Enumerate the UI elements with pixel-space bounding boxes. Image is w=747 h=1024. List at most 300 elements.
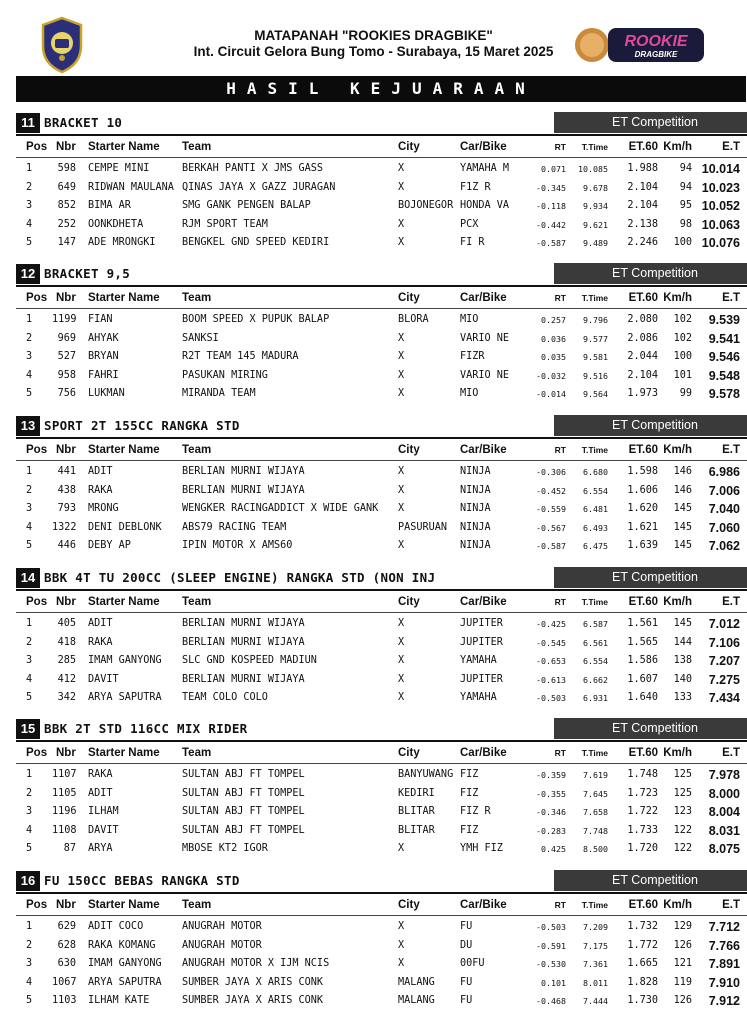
cell-et60: 1.621 — [627, 521, 658, 533]
cell-car: FU — [460, 995, 473, 1007]
column-header-kmh: Km/h — [663, 141, 692, 153]
et-competition-badge: ET Competition — [554, 567, 747, 588]
cell-kmh: 94 — [679, 163, 692, 174]
cell-et: 7.062 — [708, 539, 740, 554]
cell-city: KEDIRI — [398, 787, 435, 799]
race-class-section — [16, 415, 742, 567]
cell-nbr: 252 — [57, 218, 76, 230]
column-header-city: City — [398, 444, 420, 456]
table-row — [16, 671, 747, 689]
cell-et60: 1.730 — [627, 995, 658, 1007]
cell-et: 7.012 — [708, 617, 740, 631]
cell-et: 7.891 — [708, 957, 740, 972]
column-header-nbr: Nbr — [56, 444, 76, 456]
cell-name: ARYA SAPUTRA — [88, 692, 162, 704]
cell-et60: 1.772 — [627, 939, 658, 951]
column-header-tt: T.Time — [581, 142, 608, 152]
cell-et60: 1.973 — [627, 388, 658, 400]
column-header-city: City — [398, 899, 420, 911]
column-header-tt: T.Time — [581, 445, 608, 455]
cell-pos: 4 — [26, 976, 33, 988]
table-row — [16, 160, 747, 178]
cell-et60: 1.607 — [627, 673, 658, 685]
column-header-rt: RT — [554, 445, 566, 455]
cell-tt: 9.621 — [583, 219, 608, 230]
header-divider — [16, 763, 747, 764]
cell-rt: 0.425 — [541, 844, 566, 855]
cell-car: FIZ — [460, 769, 479, 780]
column-header-team: Team — [182, 141, 212, 153]
cell-kmh: 122 — [673, 843, 692, 855]
cell-car: FIZ — [460, 787, 479, 799]
column-header-car: Car/Bike — [460, 141, 507, 153]
cell-nbr: 147 — [57, 237, 76, 249]
cell-city: X — [398, 466, 405, 477]
cell-team: IPIN MOTOR X AMS60 — [182, 540, 293, 552]
column-header-pos: Pos — [26, 292, 48, 304]
cell-nbr: 630 — [57, 958, 76, 970]
column-header-team: Team — [182, 596, 212, 608]
cell-team: BERLIAN MURNI WIJAYA — [182, 636, 305, 648]
cell-nbr: 1105 — [52, 787, 77, 799]
cell-kmh: 125 — [673, 787, 692, 799]
table-row — [16, 634, 747, 652]
cell-kmh: 133 — [673, 692, 692, 704]
cell-tt: 6.554 — [583, 656, 608, 667]
cell-et: 8.004 — [708, 805, 740, 820]
table-row — [16, 216, 747, 234]
cell-rt: -0.503 — [536, 693, 566, 704]
cell-et60: 2.044 — [627, 351, 658, 363]
et-competition-badge: ET Competition — [554, 112, 747, 133]
cell-pos: 5 — [26, 692, 33, 704]
column-header-nbr: Nbr — [56, 747, 76, 759]
column-header-team: Team — [182, 899, 212, 911]
cell-tt: 8.011 — [583, 977, 608, 988]
cell-car: VARIO NE — [460, 369, 510, 381]
cell-et60: 2.104 — [627, 200, 658, 212]
cell-car: YAMAHA — [460, 692, 497, 704]
cell-city: X — [398, 332, 405, 344]
cell-city: X — [398, 388, 405, 400]
cell-kmh: 145 — [673, 540, 692, 552]
cell-nbr: 628 — [57, 939, 76, 951]
column-header-tt: T.Time — [581, 748, 608, 758]
table-header — [16, 744, 747, 762]
cell-et: 7.207 — [708, 654, 740, 669]
column-header-et: E.T — [722, 444, 740, 456]
cell-name: RIDWAN MAULANA — [88, 181, 174, 193]
column-header-name: Starter Name — [88, 444, 160, 456]
cell-city: X — [398, 540, 405, 552]
cell-tt: 6.931 — [583, 693, 608, 704]
column-header-rt: RT — [554, 293, 566, 303]
cell-pos: 3 — [26, 503, 33, 515]
cell-name: CEMPE MINI — [88, 163, 150, 174]
cell-team: BERLIAN MURNI WIJAYA — [182, 673, 305, 685]
cell-nbr: 87 — [63, 843, 76, 855]
table-header — [16, 289, 747, 307]
cell-pos: 4 — [26, 673, 33, 685]
cell-name: DENI DEBLONK — [88, 521, 162, 533]
cell-et: 7.910 — [708, 975, 740, 990]
section-divider — [16, 285, 747, 287]
cell-rt: -0.306 — [536, 467, 566, 477]
class-number: 11 — [16, 113, 40, 133]
column-header-rt: RT — [554, 748, 566, 758]
cell-et60: 1.723 — [627, 787, 658, 799]
table-row — [16, 385, 747, 403]
cell-et60: 2.138 — [627, 218, 658, 230]
cell-pos: 3 — [26, 655, 33, 667]
cell-name: DEBY AP — [88, 540, 131, 552]
cell-kmh: 145 — [673, 521, 692, 533]
cell-nbr: 1196 — [52, 806, 77, 818]
cell-nbr: 418 — [57, 636, 76, 648]
column-header-name: Starter Name — [88, 899, 160, 911]
cell-pos: 1 — [26, 769, 33, 780]
cell-city: X — [398, 503, 405, 515]
cell-name: ADIT COCO — [88, 921, 144, 932]
cell-et: 7.978 — [708, 768, 740, 782]
cell-et: 7.766 — [708, 938, 740, 953]
table-row — [16, 785, 747, 803]
table-row — [16, 537, 747, 555]
cell-nbr: 1067 — [52, 976, 77, 988]
column-header-team: Team — [182, 292, 212, 304]
cell-team: R2T TEAM 145 MADURA — [182, 351, 299, 363]
cell-kmh: 95 — [679, 200, 692, 212]
class-title: BBK 4T TU 200CC (SLEEP ENGINE) RANGKA STD (NON INJ — [44, 570, 436, 585]
cell-city: MALANG — [398, 976, 435, 988]
cell-rt: -0.346 — [536, 807, 566, 818]
cell-name: ARYA SAPUTRA — [88, 976, 162, 988]
cell-et: 8.000 — [708, 786, 740, 801]
column-header-nbr: Nbr — [56, 141, 76, 153]
cell-pos: 2 — [26, 181, 33, 193]
cell-kmh: 123 — [673, 806, 692, 818]
cell-nbr: 342 — [57, 692, 76, 704]
table-row — [16, 500, 747, 518]
cell-tt: 7.619 — [583, 770, 608, 780]
cell-tt: 7.444 — [583, 996, 608, 1007]
cell-kmh: 146 — [673, 484, 692, 496]
cell-et: 7.712 — [708, 920, 740, 934]
cell-kmh: 138 — [673, 655, 692, 667]
header-divider — [16, 308, 747, 309]
cell-name: BRYAN — [88, 351, 119, 363]
cell-tt: 6.475 — [583, 541, 608, 552]
cell-kmh: 98 — [679, 218, 692, 230]
cell-pos: 5 — [26, 843, 33, 855]
cell-city: X — [398, 218, 405, 230]
cell-name: FIAN — [88, 314, 113, 325]
section-header — [16, 718, 742, 740]
cell-et: 10.023 — [701, 180, 740, 195]
column-header-nbr: Nbr — [56, 899, 76, 911]
cell-car: YAMAHA — [460, 655, 497, 667]
cell-car: FU — [460, 976, 473, 988]
column-header-city: City — [398, 596, 420, 608]
cell-car: NINJA — [460, 466, 491, 477]
cell-pos: 1 — [26, 618, 33, 629]
column-header-rt: RT — [554, 900, 566, 910]
race-class-section — [16, 112, 742, 264]
section-divider — [16, 892, 747, 894]
cell-name: RAKA KOMANG — [88, 939, 156, 951]
column-header-pos: Pos — [26, 444, 48, 456]
cell-city: BLITAR — [398, 824, 435, 836]
cell-pos: 4 — [26, 218, 33, 230]
cell-pos: 5 — [26, 388, 33, 400]
cell-et: 8.075 — [708, 842, 740, 857]
cell-rt: -0.587 — [536, 238, 566, 249]
column-header-nbr: Nbr — [56, 292, 76, 304]
column-header-rt: RT — [554, 142, 566, 152]
table-row — [16, 463, 747, 481]
cell-et60: 1.565 — [627, 636, 658, 648]
class-number: 16 — [16, 871, 40, 891]
cell-city: X — [398, 636, 405, 648]
cell-nbr: 441 — [57, 466, 76, 477]
section-divider — [16, 134, 747, 136]
cell-et60: 1.722 — [627, 806, 658, 818]
table-row — [16, 840, 747, 858]
column-header-tt: T.Time — [581, 293, 608, 303]
cell-nbr: 438 — [57, 484, 76, 496]
cell-name: MRONG — [88, 503, 119, 515]
header-divider — [16, 612, 747, 613]
cell-name: RAKA — [88, 484, 113, 496]
cell-car: HONDA VA — [460, 200, 510, 212]
cell-team: ANUGRAH MOTOR — [182, 939, 262, 951]
cell-nbr: 1108 — [52, 824, 77, 836]
cell-et60: 1.620 — [627, 503, 658, 515]
table-row — [16, 652, 747, 670]
cell-kmh: 145 — [673, 503, 692, 515]
cell-kmh: 102 — [673, 332, 692, 344]
page-header — [0, 0, 747, 78]
class-title: FU 150CC BEBAS RANGKA STD — [44, 873, 240, 888]
cell-tt: 6.662 — [583, 674, 608, 685]
cell-et60: 1.748 — [627, 769, 658, 780]
cell-et: 7.006 — [708, 483, 740, 498]
cell-et: 9.539 — [708, 313, 740, 327]
class-number: 14 — [16, 568, 40, 588]
cell-et60: 2.080 — [627, 314, 658, 325]
et-competition-badge: ET Competition — [554, 718, 747, 739]
cell-name: ADIT — [88, 466, 113, 477]
column-header-kmh: Km/h — [663, 899, 692, 911]
table-row — [16, 519, 747, 537]
cell-name: IMAM GANYONG — [88, 958, 162, 970]
cell-et: 7.434 — [708, 691, 740, 706]
cell-name: ILHAM KATE — [88, 995, 150, 1007]
cell-tt: 9.678 — [583, 182, 608, 193]
table-row — [16, 348, 747, 366]
cell-car: FIZ R — [460, 806, 491, 818]
results-banner: HASIL KEJUARAAN — [16, 76, 746, 102]
cell-et60: 1.828 — [627, 976, 658, 988]
cell-car: F1Z R — [460, 181, 491, 193]
cell-et60: 1.586 — [627, 655, 658, 667]
cell-tt: 6.481 — [583, 504, 608, 515]
class-title: BBK 2T STD 116CC MIX RIDER — [44, 721, 248, 736]
cell-et60: 1.988 — [627, 163, 658, 174]
cell-nbr: 756 — [57, 388, 76, 400]
cell-tt: 8.500 — [583, 844, 608, 855]
column-header-car: Car/Bike — [460, 292, 507, 304]
column-header-city: City — [398, 141, 420, 153]
cell-city: X — [398, 673, 405, 685]
column-header-car: Car/Bike — [460, 444, 507, 456]
cell-team: SMG GANK PENGEN BALAP — [182, 200, 311, 212]
cell-et: 7.912 — [708, 994, 740, 1009]
cell-et: 9.578 — [708, 387, 740, 402]
cell-pos: 5 — [26, 237, 33, 249]
cell-rt: -0.653 — [536, 656, 566, 667]
cell-tt: 9.577 — [583, 333, 608, 344]
cell-team: RJM SPORT TEAM — [182, 218, 268, 230]
cell-car: YAMAHA M — [460, 163, 510, 174]
cell-nbr: 1107 — [52, 769, 77, 780]
cell-kmh: 101 — [673, 369, 692, 381]
cell-rt: -0.613 — [536, 674, 566, 685]
cell-tt: 9.564 — [583, 389, 608, 400]
class-title: BRACKET 9,5 — [44, 266, 131, 281]
cell-pos: 4 — [26, 369, 33, 381]
cell-et: 10.063 — [701, 217, 740, 232]
cell-tt: 7.748 — [583, 825, 608, 836]
cell-city: X — [398, 843, 405, 855]
cell-nbr: 629 — [57, 921, 76, 932]
cell-et60: 1.732 — [627, 921, 658, 932]
table-row — [16, 615, 747, 633]
cell-rt: -0.587 — [536, 541, 566, 552]
section-header — [16, 870, 742, 892]
cell-city: X — [398, 181, 405, 193]
cell-rt: -0.355 — [536, 788, 566, 799]
cell-kmh: 129 — [673, 921, 692, 932]
cell-nbr: 793 — [57, 503, 76, 515]
cell-pos: 5 — [26, 540, 33, 552]
cell-et60: 1.733 — [627, 824, 658, 836]
table-row — [16, 803, 747, 821]
cell-city: BLORA — [398, 314, 429, 325]
cell-city: X — [398, 163, 405, 174]
cell-kmh: 102 — [673, 314, 692, 325]
class-number: 13 — [16, 416, 40, 436]
cell-pos: 2 — [26, 332, 33, 344]
cell-car: JUPITER — [460, 636, 503, 648]
cell-pos: 5 — [26, 995, 33, 1007]
cell-tt: 7.645 — [583, 788, 608, 799]
cell-team: ANUGRAH MOTOR — [182, 921, 262, 932]
section-header — [16, 567, 742, 589]
column-header-et: E.T — [722, 141, 740, 153]
event-title: MATAPANAH "ROOKIES DRAGBIKE" — [254, 28, 493, 43]
cell-car: FIZR — [460, 351, 485, 363]
cell-rt: 0.036 — [541, 333, 566, 344]
cell-kmh: 145 — [673, 618, 692, 629]
cell-et60: 1.606 — [627, 484, 658, 496]
cell-nbr: 958 — [57, 369, 76, 381]
cell-car: JUPITER — [460, 618, 503, 629]
column-header-pos: Pos — [26, 899, 48, 911]
cell-pos: 4 — [26, 824, 33, 836]
cell-tt: 9.934 — [583, 201, 608, 212]
cell-pos: 2 — [26, 939, 33, 951]
cell-name: AHYAK — [88, 332, 119, 344]
cell-kmh: 100 — [673, 237, 692, 249]
column-header-name: Starter Name — [88, 292, 160, 304]
cell-et: 9.548 — [708, 368, 740, 383]
table-header — [16, 138, 747, 156]
cell-pos: 1 — [26, 314, 33, 325]
cell-et: 6.986 — [708, 465, 740, 479]
section-header — [16, 415, 742, 437]
cell-car: MIO — [460, 388, 479, 400]
cell-nbr: 598 — [57, 163, 76, 174]
cell-team: TEAM COLO COLO — [182, 692, 268, 704]
cell-name: LUKMAN — [88, 388, 125, 400]
cell-kmh: 140 — [673, 673, 692, 685]
cell-rt: -0.545 — [536, 637, 566, 648]
cell-car: JUPITER — [460, 673, 503, 685]
cell-et: 9.541 — [708, 331, 740, 346]
cell-team: SULTAN ABJ FT TOMPEL — [182, 824, 305, 836]
cell-city: PASURUAN — [398, 521, 448, 533]
cell-name: IMAM GANYONG — [88, 655, 162, 667]
cell-car: FI R — [460, 237, 485, 249]
section-header — [16, 112, 742, 134]
cell-pos: 1 — [26, 163, 33, 174]
section-divider — [16, 740, 747, 742]
cell-city: X — [398, 351, 405, 363]
cell-pos: 2 — [26, 484, 33, 496]
column-header-name: Starter Name — [88, 596, 160, 608]
cell-rt: 0.101 — [541, 977, 566, 988]
cell-pos: 2 — [26, 787, 33, 799]
cell-rt: -0.442 — [536, 219, 566, 230]
cell-et: 10.052 — [701, 199, 740, 214]
cell-team: PASUKAN MIRING — [182, 369, 268, 381]
cell-city: BOJONEGOR — [398, 200, 454, 212]
column-header-et: E.T — [722, 899, 740, 911]
class-title: SPORT 2T 155CC RANGKA STD — [44, 418, 240, 433]
column-header-et60: ET.60 — [628, 596, 658, 608]
cell-nbr: 527 — [57, 351, 76, 363]
cell-team: SUMBER JAYA X ARIS CONK — [182, 976, 324, 988]
cell-tt: 9.489 — [583, 238, 608, 249]
cell-name: DAVIT — [88, 673, 119, 685]
cell-tt: 7.658 — [583, 807, 608, 818]
column-header-kmh: Km/h — [663, 444, 692, 456]
table-row — [16, 234, 747, 252]
cell-pos: 3 — [26, 200, 33, 212]
cell-nbr: 285 — [57, 655, 76, 667]
table-row — [16, 330, 747, 348]
cell-team: BOOM SPEED X PUPUK BALAP — [182, 314, 330, 325]
cell-car: NINJA — [460, 540, 491, 552]
table-row — [16, 311, 747, 329]
column-header-car: Car/Bike — [460, 747, 507, 759]
cell-et: 10.076 — [701, 236, 740, 251]
column-header-et: E.T — [722, 292, 740, 304]
cell-city: X — [398, 655, 405, 667]
cell-pos: 3 — [26, 958, 33, 970]
cell-name: ARYA — [88, 843, 113, 855]
